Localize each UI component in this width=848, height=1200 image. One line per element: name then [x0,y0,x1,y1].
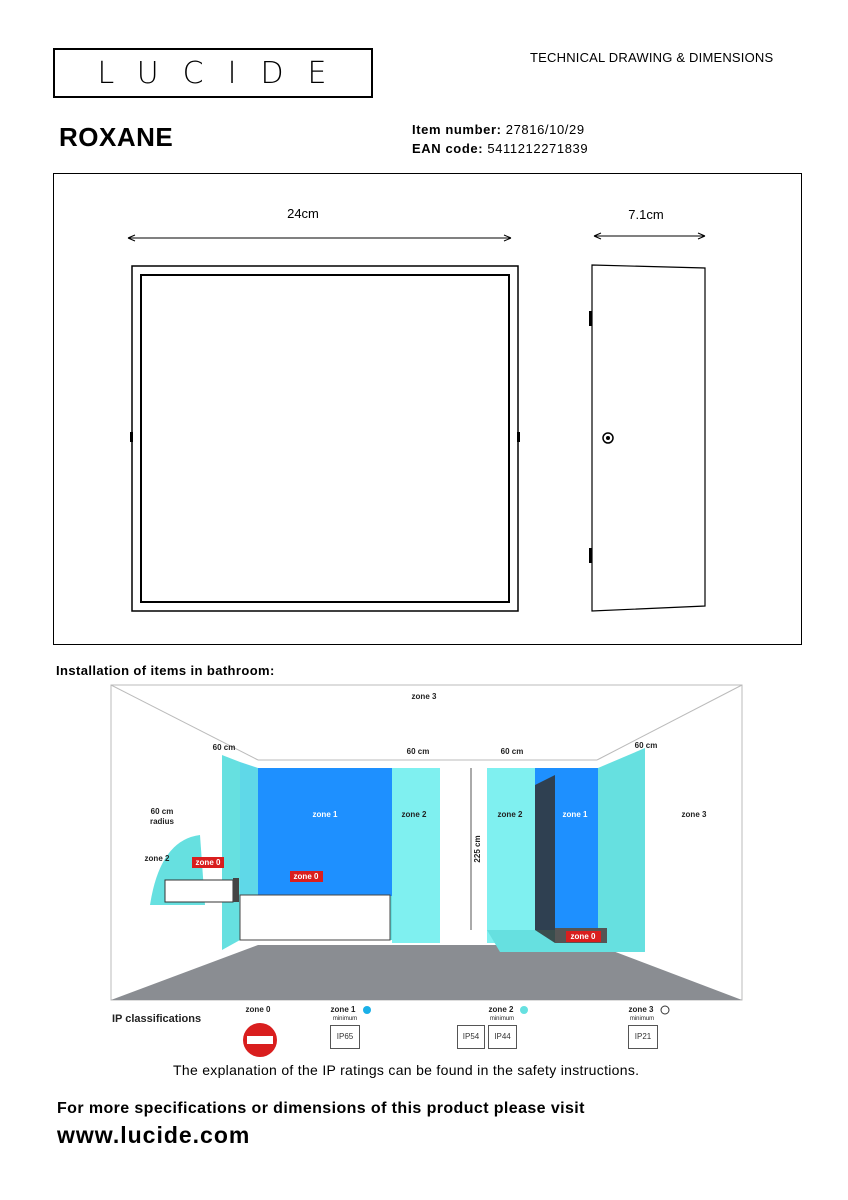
ip-zone3-minimum: minimum [629,1016,655,1022]
zone3-top-label: zone 3 [411,692,437,701]
no-entry-bar [247,1036,273,1044]
zone3-dot [661,1006,669,1014]
item-number-value: 27816/10/29 [505,122,585,137]
zone1-right-label: zone 1 [562,810,588,819]
ean-label: EAN code: [412,141,484,156]
radius-line2: radius [149,817,175,826]
shower-glass [535,775,555,943]
zone2-mid-left [392,768,440,943]
height-label: 225 cm [473,835,482,863]
d60-mid1-label: 60 cm [406,747,430,756]
ip-title: IP classifications [112,1013,202,1025]
zone0-sink-label: zone 0 [195,858,221,867]
zone2-dot [520,1006,528,1014]
depth-label: 7.1cm [628,207,664,222]
zone2-mid2-label: zone 2 [497,810,523,819]
ip54-box: IP54 [457,1025,485,1049]
zone1-left-label: zone 1 [312,810,338,819]
zone0-shower-label: zone 0 [570,932,596,941]
zone2-right-wall [598,748,645,952]
zone2-mid1-label: zone 2 [401,810,427,819]
ip-zone2-label: zone 2 [488,1005,514,1014]
zone1-back-left [258,768,392,896]
ip-zone3-label: zone 3 [628,1005,654,1014]
sink [165,880,233,902]
zone2-left-label: zone 2 [144,854,170,863]
ip-zone2-minimum: minimum [489,1016,515,1022]
product-name: ROXANE [59,122,174,152]
sink-tap [233,878,239,902]
width-label: 24cm [287,206,319,221]
d60-right-label: 60 cm [634,741,658,750]
d60-mid2-label: 60 cm [500,747,524,756]
more-info-text: For more specifications or dimensions of this product please visit [57,1100,585,1117]
ip21-box: IP21 [628,1025,658,1049]
ip-zone1-label: zone 1 [330,1005,356,1014]
ip-zone1-minimum: minimum [332,1016,358,1022]
ip-explanation-note: The explanation of the IP ratings can be found in the safety instructions. [173,1062,640,1078]
logo-text: LUCIDE [97,56,351,91]
d60-left-label: 60 cm [212,743,236,752]
ceiling-edge-left [111,685,258,760]
radius-line1: 60 cm [150,807,174,816]
ceiling-edge-right [597,685,742,760]
item-number-label: Item number: [412,122,502,137]
ip44-box: IP44 [488,1025,517,1049]
ean-value: 5411212271839 [487,141,589,156]
zone1-dot [363,1006,371,1014]
bathtub [240,895,390,940]
bathroom-section-title: Installation of items in bathroom: [56,663,275,678]
zone2-mid-right [487,768,535,943]
website-link[interactable]: www.lucide.com [57,1122,251,1148]
ip65-box: IP65 [330,1025,360,1049]
zone3-right-label: zone 3 [681,810,707,819]
floor [111,945,742,1000]
zone0-bath-label: zone 0 [293,872,319,881]
document-title: TECHNICAL DRAWING & DIMENSIONS [530,50,774,65]
ip-zone0-label: zone 0 [245,1005,271,1014]
